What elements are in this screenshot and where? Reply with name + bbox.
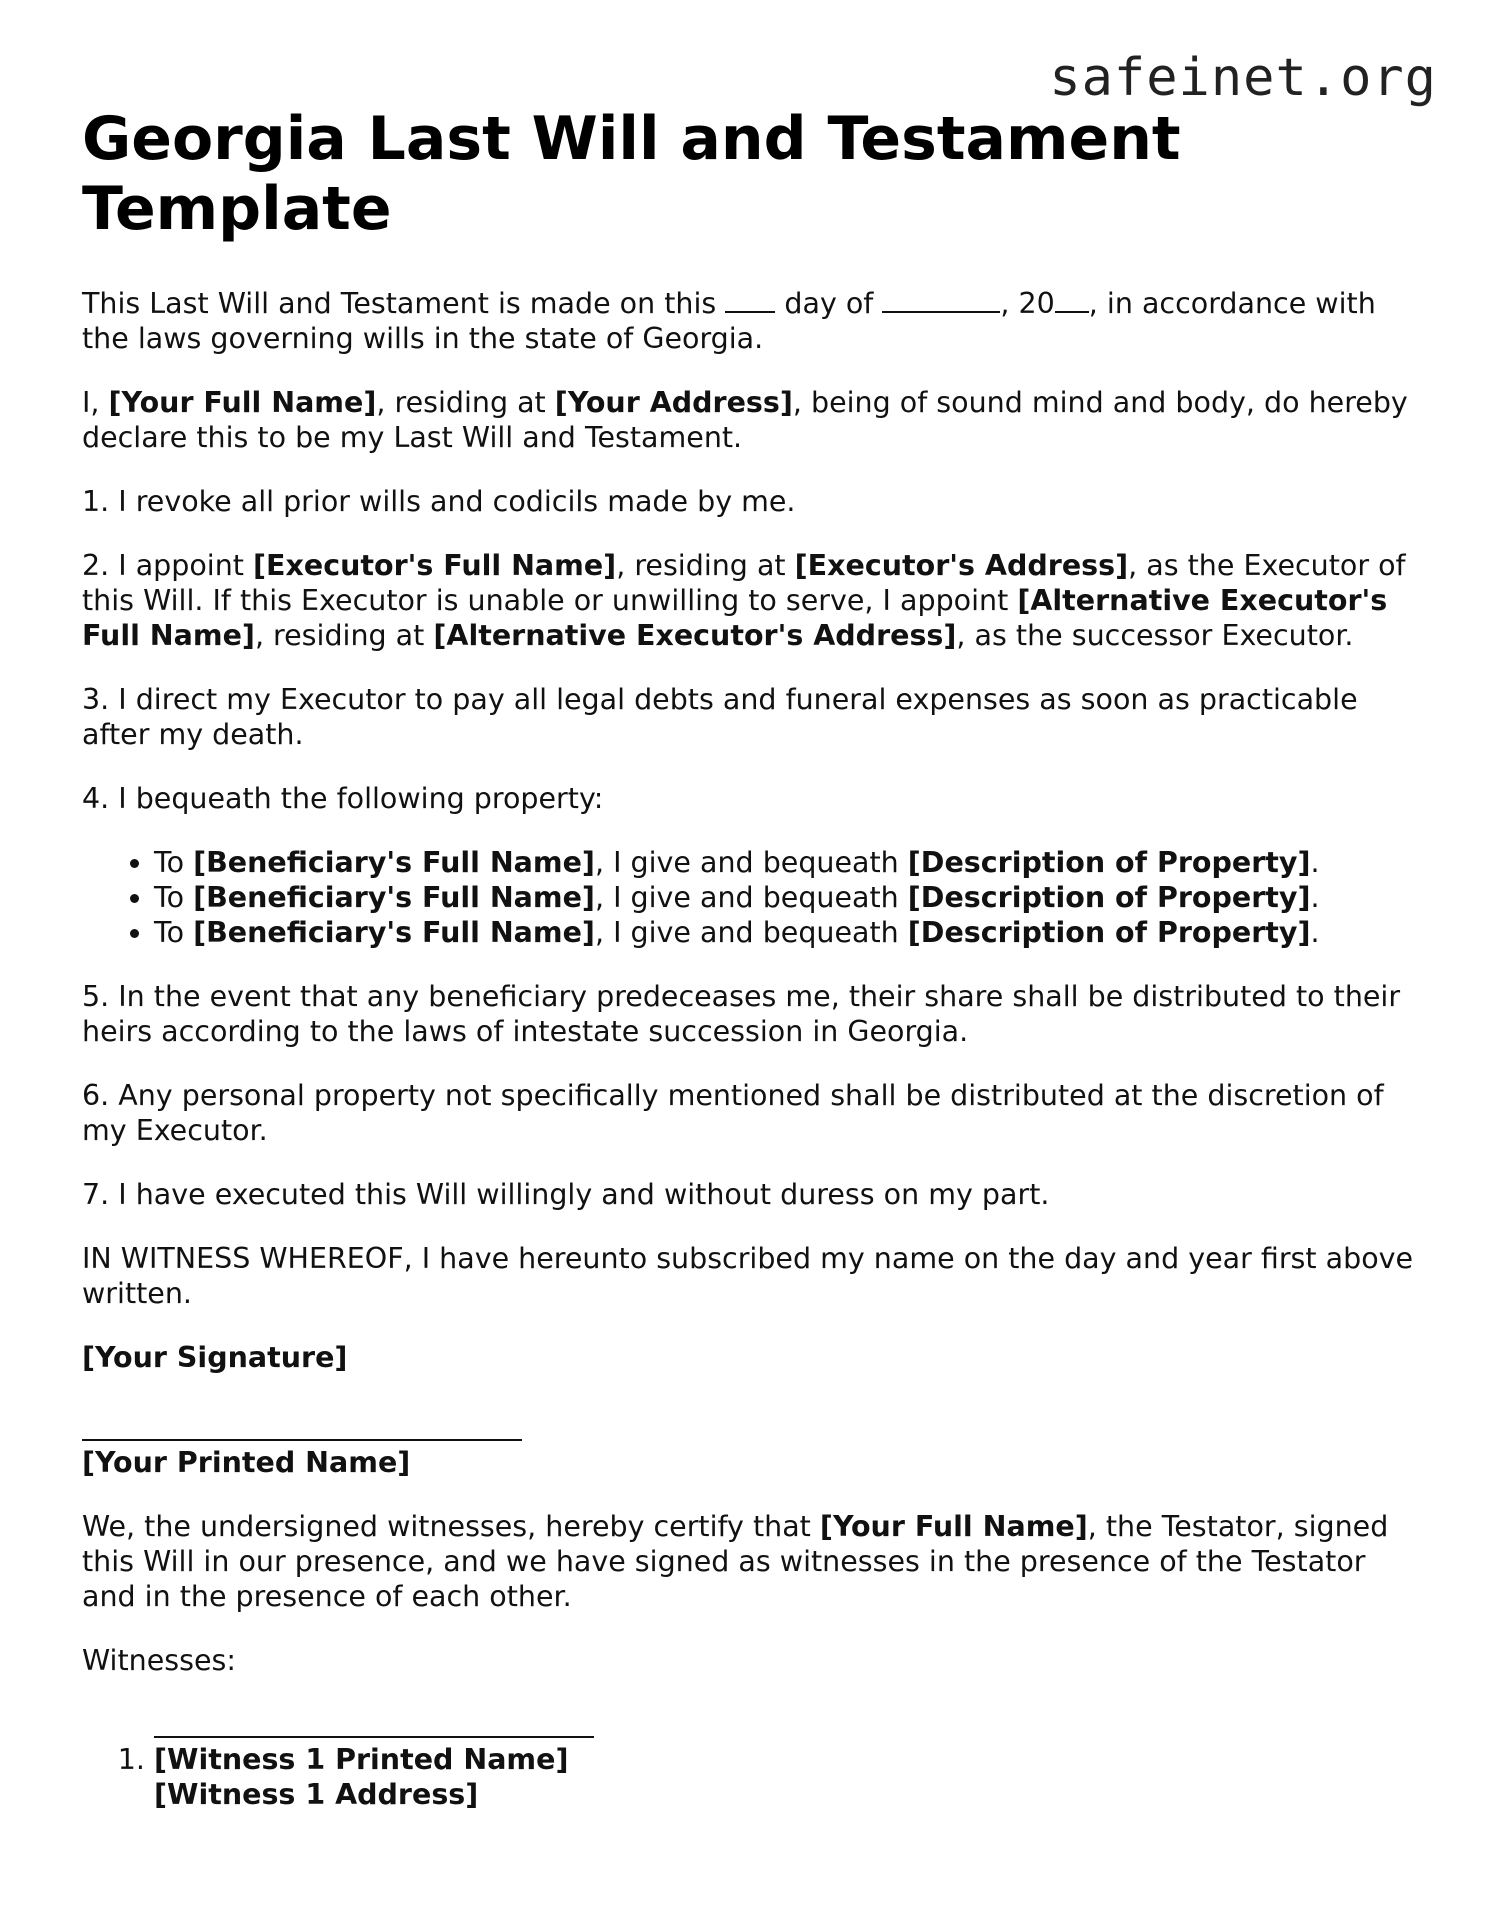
clause-3: 3. I direct my Executor to pay all legal debts and funeral expenses as soon as practicable after my death. — [82, 683, 1358, 751]
list-item: • To [Beneficiary's Full Name], I give and bequeath [Description of Property]. — [154, 915, 1422, 950]
clause-1: 1. I revoke all prior wills and codicils made by me. — [82, 485, 796, 518]
list-item: • To [Beneficiary's Full Name], I give and bequeath [Description of Property]. — [154, 880, 1422, 915]
executor-name-placeholder: [Executor's Full Name] — [253, 549, 617, 582]
executor-address-placeholder: [Executor's Address] — [794, 549, 1129, 582]
clause-4: 4. I bequeath the following property: — [82, 782, 604, 815]
testator-address-placeholder: [Your Address] — [554, 386, 793, 419]
clause-2: 2. I appoint [Executor's Full Name], residing at [Executor's Address], as the Executor of this Will. If this Executor is unable or unwilling to serve, I appoint [Alternative Executor's Full Name], residing at [Alternative Executor's Address], as the successor Executor. — [82, 549, 1406, 652]
alt-executor-address-placeholder: [Alternative Executor's Address] — [433, 619, 957, 652]
witness-list — [82, 1707, 1422, 1812]
witness-signature-line — [154, 1736, 594, 1738]
clause-6: 6. Any personal property not specifically mentioned shall be distributed at the discretion of my Executor. — [82, 1079, 1384, 1147]
list-item — [154, 1707, 1422, 1812]
watermark-logo: safeinet.org — [1049, 48, 1437, 108]
month-blank — [882, 287, 1000, 313]
your-signature-label: [Your Signature] — [82, 1341, 348, 1374]
year-blank — [1055, 287, 1089, 313]
list-item: • To [Beneficiary's Full Name], I give and bequeath [Description of Property]. — [154, 845, 1422, 880]
witness-address: [Witness 1 Address] — [154, 1778, 479, 1811]
day-blank — [725, 287, 775, 313]
document-body — [82, 104, 1422, 1812]
declaration-paragraph: I, [Your Full Name], residing at [Your Address], being of sound mind and body, do hereby declare this to be my Last Will and Testament. — [82, 386, 1408, 454]
clause-7: 7. I have executed this Will willingly and without duress on my part. — [82, 1178, 1050, 1211]
witness-printed-name: [Witness 1 Printed Name] — [154, 1743, 569, 1776]
testator-name-placeholder: [Your Full Name] — [108, 386, 377, 419]
signature-line — [82, 1439, 522, 1441]
clause-5: 5. In the event that any beneficiary predeceases me, their share shall be distributed to their heirs according to the laws of intestate succession in Georgia. — [82, 980, 1401, 1048]
bequest-list — [82, 845, 1422, 950]
witness-whereof-paragraph: IN WITNESS WHEREOF, I have hereunto subscribed my name on the day and year first above written. — [82, 1242, 1414, 1310]
printed-name-label: [Your Printed Name] — [82, 1446, 411, 1479]
testator-name-placeholder: [Your Full Name] — [819, 1510, 1088, 1543]
witnesses-label: Witnesses: — [82, 1644, 236, 1677]
intro-paragraph: This Last Will and Testament is made on this day of , 20 , in accordance with the laws governing wills in the state of Georgia. — [82, 287, 1376, 355]
testator-signature-block — [82, 1340, 1422, 1480]
page-title: Georgia Last Will and Testament Template — [82, 104, 1181, 244]
witness-certification-paragraph: We, the undersigned witnesses, hereby certify that [Your Full Name], the Testator, signed this Will in our presence, and we have signed as witnesses in the presence of the Testator and in the presence of each other. — [82, 1510, 1389, 1613]
alt-executor-name-placeholder: [Alternative Executor's Full Name] — [82, 584, 1388, 652]
